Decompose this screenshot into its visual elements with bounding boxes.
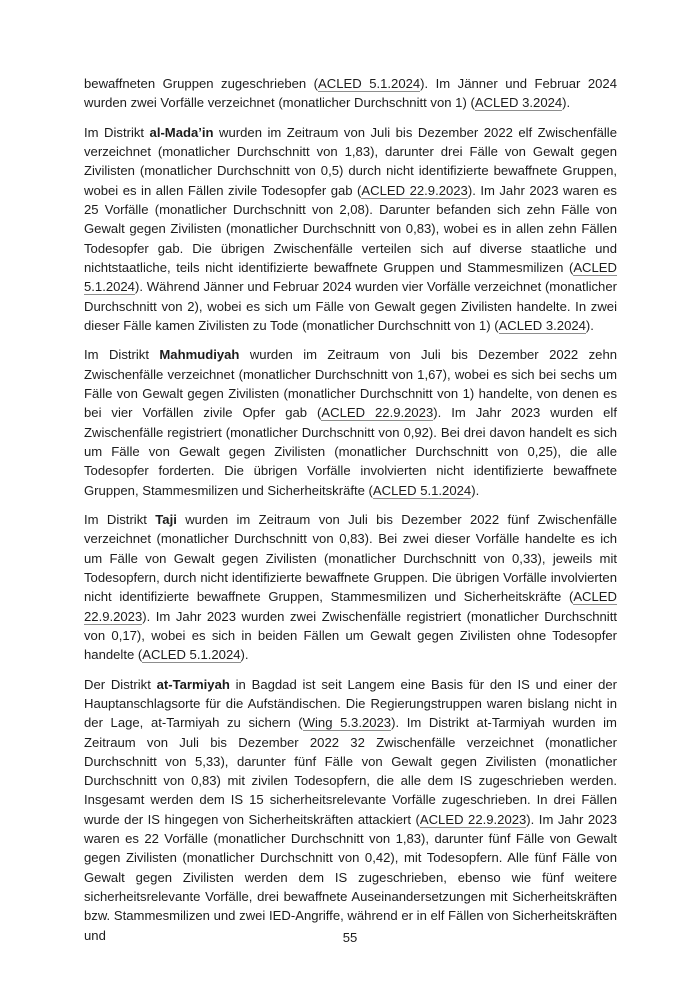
text-run: ). Im Jänner und Februar 2024 wurden zwei Vorfälle verzeichnet (monatlicher Durchschnitt von 1) ( [84, 76, 617, 111]
text-run: ). Im Jahr 2023 wurden elf Zwischenfälle registriert (monatlicher Durchschnitt von 0,92). Bei drei davon handelt es sich um Fälle von Gewalt gegen Zivilisten (monatlicher Durchschnitt von 0,25), die alle Todesopfer forderten. Die übrigen Vorfälle involvierten nicht identifizierte bewaffnete Gruppen, Stammesmilizen und Sicherheitskräfte ( [84, 405, 617, 498]
text-run: ). [585, 317, 594, 333]
paragraph-continuation-intro [84, 74, 617, 113]
paragraph-at-tarmiyah [84, 675, 617, 946]
text-run: wurden im Zeitraum von Juli bis Dezember 2022 elf Zwischenfälle verzeichnet (monatlicher Durchschnitt von 1,83), darunter drei Fälle von Gewalt gegen Zivilisten (monatlicher Durchschnitt von 0,5) durch nicht identifizierte bewaffnete Gruppen, wobei es in allen Fällen zivile Todesopfer gab ( [84, 124, 618, 198]
document-body [84, 74, 617, 955]
district-name: at-Tarmiyah [156, 676, 230, 692]
text-run: ). Während Jänner und Februar 2024 wurden vier Vorfälle verzeichnet (monatlicher Durchschnitt von 2), wobei es sich um Fälle von Gewalt gegen Zivilisten handelte. In zwei dieser Fälle kamen Zivilisten zu Tode (monatlicher Durchschnitt von 1) ( [84, 279, 617, 333]
text-run: bewaffneten Gruppen zugeschrieben ( [84, 76, 319, 91]
text-run: wurden im Zeitraum von Juli bis Dezember 2022 zehn Zwischenfälle verzeichnet (monatlicher Durchschnitt von 1,67), wobei es sich bei sechs um Fälle von Gewalt gegen Zivilisten (monatlicher Durchschnitt von 1) handelte, von denen es bei vier Vorfällen zivile Opfer gab ( [84, 347, 618, 421]
paragraph-al-madain [84, 123, 617, 336]
text-run: Im Distrikt [84, 124, 150, 140]
text-run: Im Distrikt [84, 347, 160, 363]
citation-link[interactable]: Wing 5.3.2023 [302, 715, 392, 731]
text-run: ). [562, 95, 571, 111]
district-name: al-Mada’in [149, 124, 214, 140]
text-run: ). [471, 482, 480, 498]
citation-link[interactable]: ACLED 5.1.2024 [318, 76, 421, 91]
citation-link[interactable]: ACLED 5.1.2024 [84, 259, 617, 295]
page-footer [0, 928, 700, 947]
text-run: Im Distrikt [84, 511, 156, 527]
citation-link[interactable]: ACLED 22.9.2023 [321, 405, 434, 421]
text-run: in Bagdad ist seit Langem eine Basis für den IS und einer der Hauptanschlagsorte für die Aufständischen. Die Regierungstruppen waren bislang nicht in der Lage, at-Tarmiyah zu sichern ( [84, 676, 617, 731]
paragraph-taji [84, 510, 617, 665]
text-run: ). Im Distrikt at-Tarmiyah wurden im Zeitraum von Juli bis Dezember 2022 32 Zwischenfälle verzeichnet (monatlicher Durchschnitt von 5,33), darunter fünf Fälle von Gewalt gegen Zivilisten (monatlicher Durchschnitt von 0,83) mit zivilen Todesopfern, die alle dem IS zugeschrieben werden. Insgesamt werden dem IS 15 sicherheitsrelevante Vorfälle zugeschrieben. In drei Fällen wurde der IS hingegen von Sicherheitskräften attackiert ( [84, 715, 617, 827]
district-name: Mahmudiyah [159, 347, 240, 363]
text-run: ). Im Jahr 2023 waren es 22 Vorfälle (monatlicher Durchschnitt von 1,83), darunter fünf Fälle von Gewalt gegen Zivilisten (monatlicher Durchschnitt von 0,42), mit Todesopfern. Alle fünf Fälle von Gewalt gegen Zivilisten werden dem IS zugeschrieben, ebenso wie fünf weitere sicherheitsrelevante Vorfälle, drei bewaffnete Auseinandersetzungen mit Sicherheitskräften bzw. Stammesmilizen und zwei IED-Angriffe, während er in elf Fällen von Sicherheitskräften und [84, 811, 617, 943]
citation-link[interactable]: ACLED 5.1.2024 [372, 482, 472, 498]
paragraph-mahmudiyah [84, 345, 617, 500]
citation-link[interactable]: ACLED 3.2024 [474, 95, 563, 111]
page-number: 55 [342, 930, 358, 945]
citation-link[interactable]: ACLED 22.9.2023 [84, 589, 617, 624]
citation-link[interactable]: ACLED 22.9.2023 [361, 182, 468, 198]
text-run: wurden im Zeitraum von Juli bis Dezember 2022 fünf Zwischenfälle verzeichnet (monatlicher Durchschnitt von 0,83). Bei zwei dieser Vorfälle handelte es ich um Fälle von Gewalt gegen Zivilisten (monatlicher Durchschnitt von 0,33), jeweils mit Todesopfern, durch nicht identifizierte bewaffnete Gruppen. Die übrigen Vorfälle involvierten nicht identifizierte bewaffnete Gruppen, Stammesmilizen und Sicherheitskräfte ( [84, 511, 617, 605]
citation-link[interactable]: ACLED 22.9.2023 [419, 811, 527, 827]
citation-link[interactable]: ACLED 3.2024 [498, 317, 586, 333]
citation-link[interactable]: ACLED 5.1.2024 [142, 647, 241, 663]
text-run: ). Im Jahr 2023 waren es 25 Vorfälle (monatlicher Durchschnitt von 2,08). Darunter befanden sich zehn Fälle von Gewalt gegen Zivilisten (monatlicher Durchschnitt von 0,83), wobei es in allen zehn Fällen Todesopfer gab. Die übrigen Zwischenfälle verteilen sich auf diverse staatliche und nichtstaatliche, teils nicht identifizierte bewaffnete Gruppen und Stammesmilizen ( [84, 182, 617, 275]
text-run: ). [240, 647, 249, 663]
text-run: Der Distrikt [84, 676, 157, 692]
text-run: ). Im Jahr 2023 wurden zwei Zwischenfälle registriert (monatlicher Durchschnitt von 0,17), wobei es sich in beiden Fällen um Gewalt gegen Zivilisten ohne Todesopfer handelte ( [84, 608, 617, 663]
district-name: Taji [155, 511, 177, 527]
